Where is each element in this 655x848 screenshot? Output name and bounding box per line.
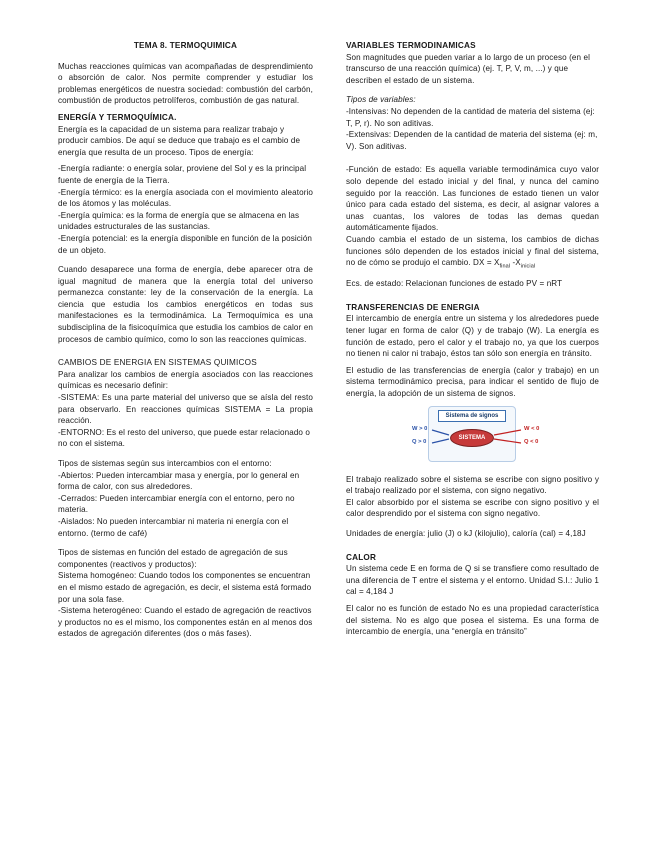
- paragraph: El calor absorbido por el sistema se escribe con signo positivo y el calor desprendido por el sistema con signo negativo.: [346, 497, 599, 519]
- document-title: TEMA 8. TERMOQUIMICA: [133, 41, 238, 50]
- list-item: -Energía química: es la forma de energía que se almacena en las unidades estructurales de las sustancias.: [58, 210, 300, 232]
- list-item: -Abiertos: Pueden intercambiar masa y energía, por lo general en forma de calor, con sus alrededores.: [58, 470, 300, 492]
- section-heading-calor: CALOR: [346, 552, 377, 562]
- diagram-arrows: [406, 406, 556, 464]
- list-item: -Extensivas: Dependen de la cantidad de materia del sistema (ej: m, V). Son aditivas.: [346, 130, 598, 151]
- paragraph: El estudio de las transferencias de energía (calor y trabajo) en un sistema termodinámico precisa, para indicar el sentido de flujo de energía, la adopción de un sistema de signos.: [346, 365, 599, 399]
- paragraph: El trabajo realizado sobre el sistema se escribe con signo positivo y el trabajo realizado por el sistema, con signo negativo.: [346, 474, 599, 496]
- section-heading-cambios: CAMBIOS DE ENERGIA EN SISTEMAS QUIMICOS: [58, 358, 257, 368]
- diagram-label-w-in: W > 0: [412, 425, 428, 432]
- text-run: -X: [510, 258, 521, 268]
- diagram-label-q-in: Q > 0: [412, 438, 427, 445]
- diagram-system: SISTEMA: [450, 429, 494, 447]
- paragraph: [346, 234, 599, 273]
- left-column: [58, 40, 313, 640]
- list-item: -SISTEMA: Es una parte material del universo que se aísla del resto para observarlo. En reacciones químicas SISTEMA = La propia reacción.: [58, 393, 313, 426]
- list-item: -Energía potencial: es la energía disponible en función de la posición de un objeto.: [58, 233, 313, 255]
- paragraph: Energía es la capacidad de un sistema para realizar trabajo y producir cambios. De aquí se deduce que trabajo es el cambio de energía que resulta de un proceso. Tipos de energía:: [58, 124, 301, 157]
- paragraph: Tipos de sistemas en función del estado de agregación de sus componentes (reactivos y productos):: [58, 548, 288, 569]
- list-item: -ENTORNO: Es el resto del universo, que puede estar relacionado o no con el sistema.: [58, 427, 310, 449]
- text-run: Cuando cambia el estado de un sistema, los cambios de dichas funciones sólo dependen de los estados inicial y final del sistema, no de cómo se produjo el cambio. DX = X: [346, 234, 599, 268]
- paragraph: Ecs. de estado: Relacionan funciones de estado PV = nRT: [346, 279, 563, 289]
- paragraph: El intercambio de energía entre un sistema y los alrededores puede tener lugar en forma de calor (Q) y de trabajo (W). La energía es función de estado, pero el calor y el trabajo no, ya que los cuerpos no tienen ni calor ni trabajo, éstos tan sólo son energía en tránsito.: [346, 314, 599, 359]
- subscript: inicial: [520, 263, 536, 270]
- section-heading-variables: VARIABLES TERMODINAMICAS: [346, 41, 476, 50]
- diagram-label-w-out: W < 0: [524, 425, 540, 432]
- list-item: -Sistema heterogéneo: Cuando el estado de agregación de reactivos y productos no es el mismo, los componentes están en al menos dos estados de agregación diferentes (dos o más fases).: [58, 606, 313, 639]
- intro-paragraph: Muchas reacciones químicas van acompañadas de desprendimiento o absorción de calor. Nos permite comprender y estudiar los problemas energéticos de nuestra sociedad: combustión del carbón, combustión de productos petrolíferos, combustión de gas natural.: [58, 61, 313, 106]
- paragraph: Son magnitudes que pueden variar a lo largo de un proceso (en el transcurso de una reacción química) (ej. T, P, V, m, ...) y que describen el estado de un sistema.: [346, 52, 590, 85]
- paragraph: Tipos de sistemas según sus intercambios con el entorno:: [58, 459, 272, 468]
- paragraph: El calor no es función de estado No es una propiedad característica del sistema. No es algo que posea el sistema. Es una forma de intercambio de energía, una “energía en tránsito”: [346, 603, 599, 637]
- list-item: -Intensivas: No dependen de la cantidad de materia del sistema (ej: T, P, r). No son aditivas.: [346, 106, 595, 128]
- section-heading-transferencias: TRANSFERENCIAS DE ENERGIA: [346, 302, 480, 312]
- subscript: final: [499, 263, 511, 270]
- right-column: [346, 40, 599, 638]
- sign-system-diagram: [406, 406, 556, 464]
- list-item: -Energía radiante: o energía solar, proviene del Sol y es la principal fuente de energía de la Tierra.: [58, 164, 307, 185]
- paragraph: -Función de estado: Es aquella variable termodinámica cuyo valor solo depende del estado inicial y del final, y nunca del camino seguido por la reacción. Las funciones de estado tienen un valor único para cada estado del sistema, es decir, al asignar valores a unas cuantas, los valores de todas las demas quedan automáticamente fijados.: [346, 165, 599, 233]
- list-item: -Aislados: No pueden intercambiar ni materia ni energía con el entorno. (termo de café): [58, 516, 289, 538]
- diagram-label-q-out: Q < 0: [524, 438, 539, 445]
- paragraph: Unidades de energía: julio (J) o kJ (kilojulio), caloría (cal) = 4,18J: [346, 529, 586, 539]
- paragraph: Un sistema cede E en forma de Q si se transfiere como resultado de una diferencia de T entre el sistema y el entorno. Unidad S.I.: Julio 1 cal = 4,184 J: [346, 564, 599, 597]
- diagram-title: Sistema de signos: [438, 410, 506, 422]
- list-item: -Energía térmico: es la energía asociada con el movimiento aleatorio de los átomos y las moléculas.: [58, 187, 313, 209]
- section-heading-energia: ENERGÍA Y TERMOQUÍMICA.: [58, 112, 177, 122]
- paragraph: Para analizar los cambios de energía asociados con las reacciones químicas es necesario definir:: [58, 369, 313, 391]
- subheading-tipos: Tipos de variables:: [346, 95, 416, 105]
- paragraph: Cuando desaparece una forma de energía, debe aparecer otra de igual magnitud de manera que la energía total del universo permanezca constante: ley de la conservación de la energía. La ciencia que estudia los cambios energéticos en todas sus manifestaciones es la termodinámica. La Termoquímica es una subdisciplina de la fisicoquímica que estudia los cambios de calor en procesos de cambio químico, como lo son las reacciones químicas.: [58, 265, 313, 344]
- list-item: -Cerrados: Pueden intercambiar energía con el entorno, pero no materia.: [58, 493, 295, 515]
- list-item: Sistema homogéneo: Cuando todos los componentes se encuentran en el mismo estado de agregación, es decir, el sistema está formado por una sola fase.: [58, 571, 312, 604]
